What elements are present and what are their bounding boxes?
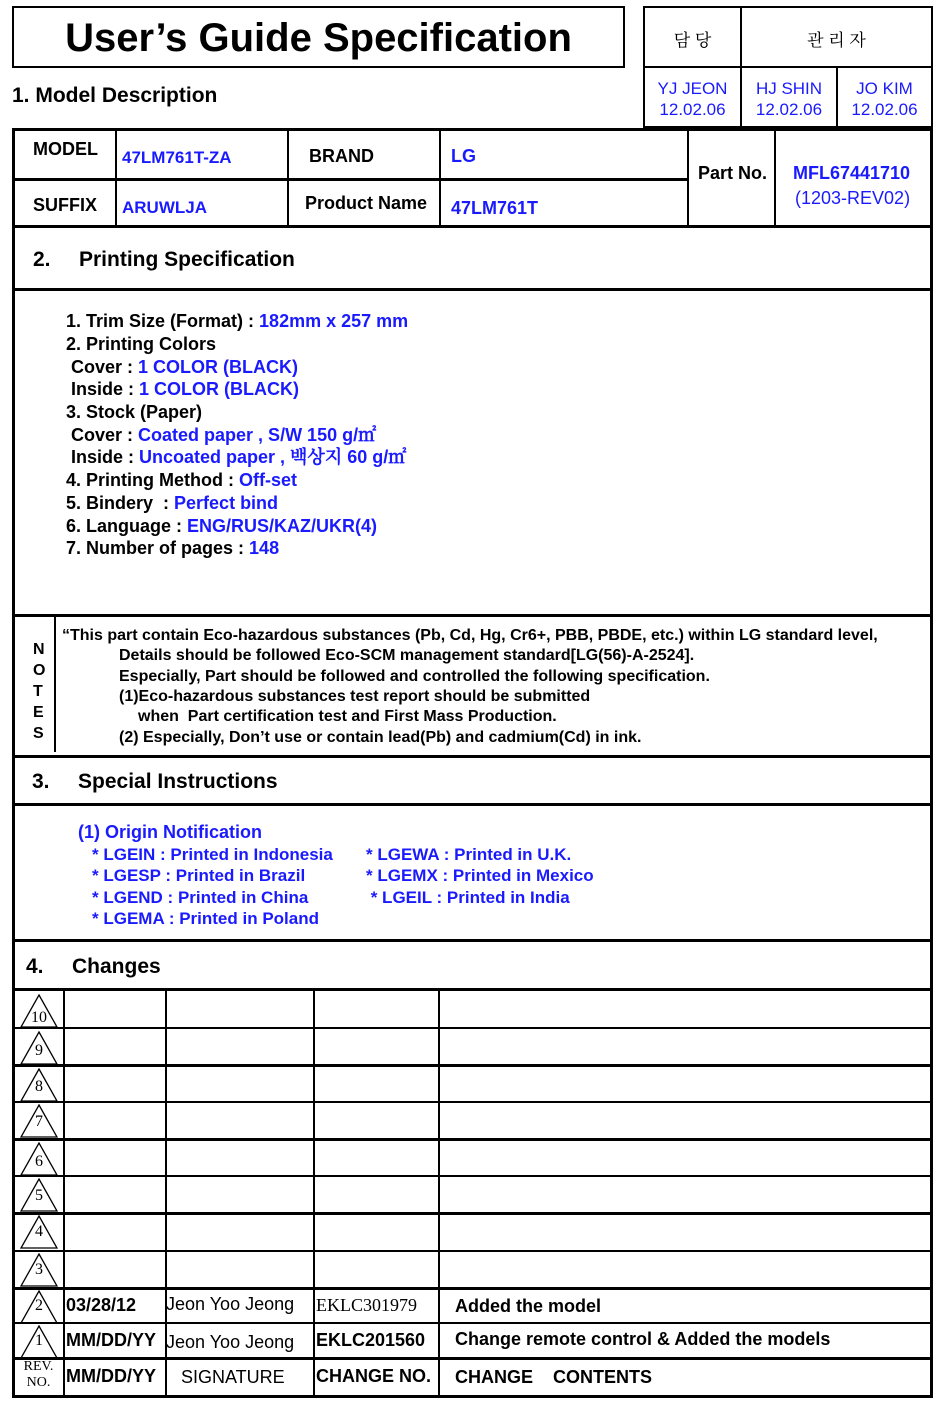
section-2-heading: Printing Specification [79, 248, 295, 271]
spec-line: Inside : 1 COLOR (BLACK) [66, 379, 300, 399]
revision-number: 6 [35, 1153, 43, 1170]
rev-no-header: REV. NO. [23, 1359, 54, 1390]
section-1-heading: 1. Model Description [12, 84, 218, 107]
model-table [12, 128, 933, 228]
change-number: EKLC201560 [316, 1330, 426, 1350]
spec-line: 4. Printing Method : Off-set [66, 470, 297, 490]
revision-number: 2 [35, 1297, 43, 1314]
approval-table [643, 6, 933, 128]
section-4-heading: Changes [72, 955, 161, 978]
revision-number: 7 [35, 1113, 43, 1130]
date-header: MM/DD/YY [66, 1366, 156, 1386]
approval-header-manager: 관 리 자 [807, 31, 866, 50]
spec-line: 1. Trim Size (Format) : 182mm x 257 mm [66, 311, 409, 331]
revision-number: 5 [35, 1187, 43, 1204]
model-label: MODEL [33, 139, 98, 159]
spec-line: Cover : 1 COLOR (BLACK) [66, 357, 299, 377]
part-no-value: MFL67441710 [793, 163, 911, 183]
change-contents: Change remote control & Added the models [455, 1329, 831, 1349]
revision-number: 1 [35, 1332, 43, 1349]
page-title: User’s Guide Specification [65, 16, 572, 60]
product-name-label: Product Name [305, 193, 428, 213]
part-revision: (1203-REV02) [795, 188, 911, 208]
section-2-number: 2. [33, 248, 51, 271]
approval-signer-2: HJ SHIN 12.02.06 [755, 79, 823, 119]
change-number: EKLC301979 [316, 1295, 417, 1315]
spec-line: 7. Number of pages : 148 [66, 538, 280, 558]
signature-header: SIGNATURE [181, 1367, 285, 1387]
revision-number: 3 [35, 1261, 43, 1278]
change-no-header: CHANGE NO. [316, 1366, 432, 1386]
revision-number: 10 [31, 1009, 47, 1026]
part-no-label: Part No. [698, 163, 768, 183]
revision-number: 9 [35, 1042, 43, 1059]
change-signature: Jeon Yoo Jeong [166, 1332, 295, 1352]
spec-line: 3. Stock (Paper) [66, 402, 203, 422]
spec-line: 6. Language : ENG/RUS/KAZ/UKR(4) [66, 516, 378, 536]
suffix-value: ARUWLJA [122, 198, 207, 217]
change-signature: Jeon Yoo Jeong [166, 1294, 295, 1314]
spec-line: 5. Bindery : Perfect bind [66, 493, 279, 513]
title-box [12, 6, 625, 68]
brand-value: LG [451, 146, 476, 166]
approval-signer-1: YJ JEON 12.02.06 [657, 79, 728, 119]
spec-line: Cover : Coated paper , S/W 150 g/㎡ [66, 425, 377, 445]
revision-number: 8 [35, 1078, 43, 1095]
section-4-number: 4. [26, 955, 44, 978]
approval-signer-3: JO KIM 12.02.06 [851, 79, 918, 119]
origin-notification-title: (1) Origin Notification [78, 822, 262, 842]
change-date: MM/DD/YY [66, 1330, 156, 1350]
section-3-number: 3. [32, 770, 50, 793]
change-contents-header: CHANGE CONTENTS [455, 1367, 653, 1387]
section-3-heading: Special Instructions [78, 770, 278, 793]
revision-number: 4 [35, 1223, 43, 1240]
product-name-value: 47LM761T [451, 198, 539, 218]
spec-line: 2. Printing Colors [66, 334, 217, 354]
model-value: 47LM761T-ZA [122, 148, 232, 167]
approval-header-staff: 담 당 [673, 31, 712, 50]
suffix-label: SUFFIX [33, 195, 98, 215]
spec-line: Inside : Uncoated paper , 백상지 60 g/㎡ [66, 447, 407, 467]
change-contents: Added the model [455, 1296, 602, 1316]
change-date: 03/28/12 [66, 1295, 137, 1315]
brand-label: BRAND [309, 146, 374, 166]
